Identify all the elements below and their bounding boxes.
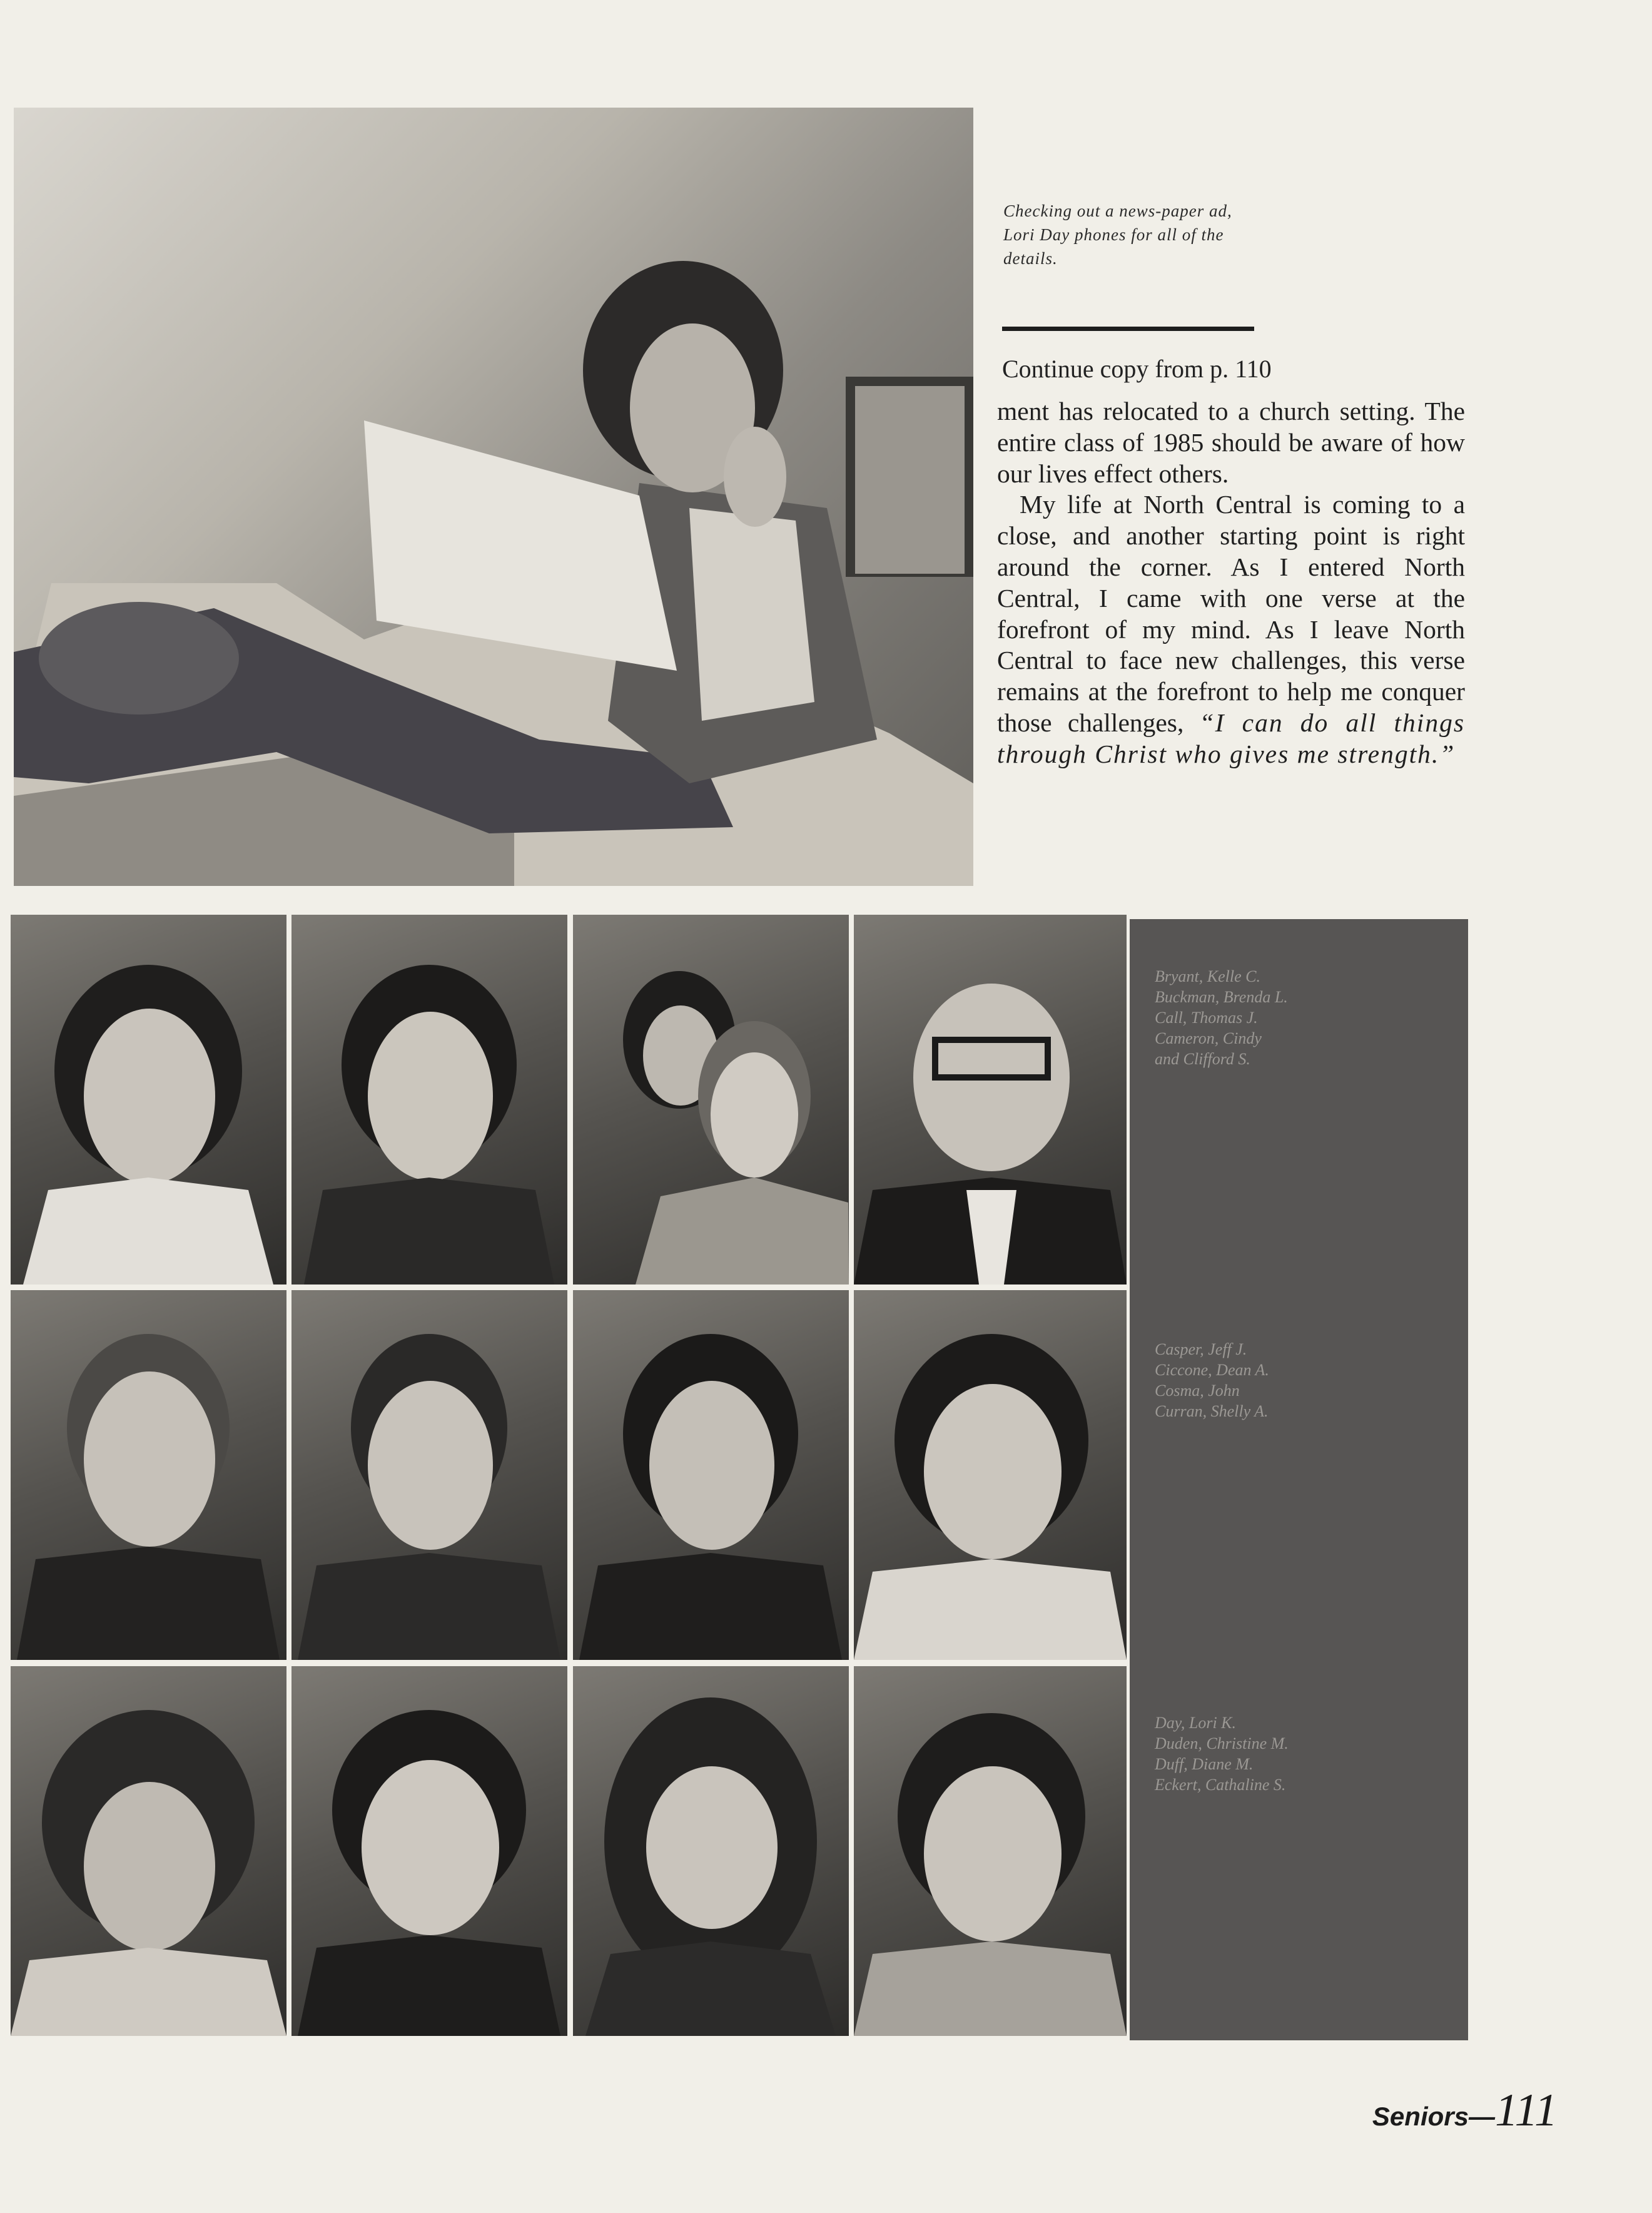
section-label: Seniors— (1372, 2102, 1495, 2131)
name-group (1155, 966, 1442, 1069)
body-paragraph-2 (997, 489, 1465, 770)
portrait-illustration (11, 1290, 286, 1660)
name-entry: and Clifford S. (1155, 1050, 1250, 1068)
body-copy (997, 396, 1465, 770)
portrait-photo (11, 1290, 286, 1660)
portrait-photo (573, 1666, 849, 2036)
body-paragraph-1: ment has relocated to a church setting. The entire class of 1985 should be aware of how our lives effect others. (997, 397, 1465, 488)
portrait-photo (573, 915, 849, 1285)
portrait-illustration (291, 1290, 567, 1660)
portrait-photo (854, 1290, 1127, 1660)
portrait-illustration (854, 915, 1127, 1285)
name-entry: Bryant, Kelle C. (1155, 967, 1260, 985)
name-entry: Cameron, Cindy (1155, 1029, 1262, 1047)
feature-photo-illustration (14, 108, 973, 886)
name-entry: Buckman, Brenda L. (1155, 988, 1288, 1006)
page-folio (1372, 2084, 1558, 2137)
page-number: 111 (1494, 2085, 1558, 2136)
portrait-illustration (573, 915, 849, 1285)
verse-quote: “I can do all things through Christ who gives me strength.” (997, 708, 1465, 768)
photo-caption: Checking out a news-paper ad, Lori Day phones for all of the details. (1003, 201, 1232, 268)
name-entry: Eckert, Cathaline S. (1155, 1776, 1286, 1794)
portrait-illustration (291, 1666, 567, 2036)
name-group (1155, 1712, 1442, 1795)
portrait-photo (291, 1666, 567, 2036)
portrait-photo (11, 915, 286, 1285)
name-entry: Cosma, John (1155, 1381, 1240, 1400)
portrait-illustration (11, 915, 286, 1285)
portrait-photo (291, 915, 567, 1285)
name-entry: Ciccone, Dean A. (1155, 1361, 1269, 1379)
name-panel (1130, 919, 1468, 2040)
continue-copy-line: Continue copy from p. 110 (1002, 355, 1272, 383)
name-entry: Duff, Diane M. (1155, 1755, 1254, 1773)
portrait-photo (11, 1666, 286, 2036)
portrait-illustration (573, 1666, 849, 2036)
name-entry: Day, Lori K. (1155, 1714, 1237, 1732)
feature-photo (14, 108, 973, 886)
portrait-illustration (291, 915, 567, 1285)
portrait-photo (573, 1290, 849, 1660)
portrait-photo (854, 915, 1127, 1285)
portrait-photo (291, 1290, 567, 1660)
caption-divider (1002, 327, 1254, 331)
name-entry: Duden, Christine M. (1155, 1734, 1289, 1753)
name-entry: Call, Thomas J. (1155, 1009, 1258, 1027)
name-group (1155, 1339, 1442, 1422)
portrait-photo (854, 1666, 1127, 2036)
portrait-illustration (854, 1666, 1127, 2036)
portrait-illustration (854, 1290, 1127, 1660)
name-entry: Curran, Shelly A. (1155, 1402, 1269, 1420)
portrait-illustration (573, 1290, 849, 1660)
body-paragraph-2-lead: My life at North Central is coming to a close, and another starting point is right around the corner. As I entered North Central, I came with one verse at the forefront of my mind. As I leave North Central to face new challenges, this verse remains at the forefront to help me conquer those challenges, (997, 490, 1465, 737)
portrait-illustration (11, 1666, 286, 2036)
name-entry: Casper, Jeff J. (1155, 1340, 1247, 1358)
